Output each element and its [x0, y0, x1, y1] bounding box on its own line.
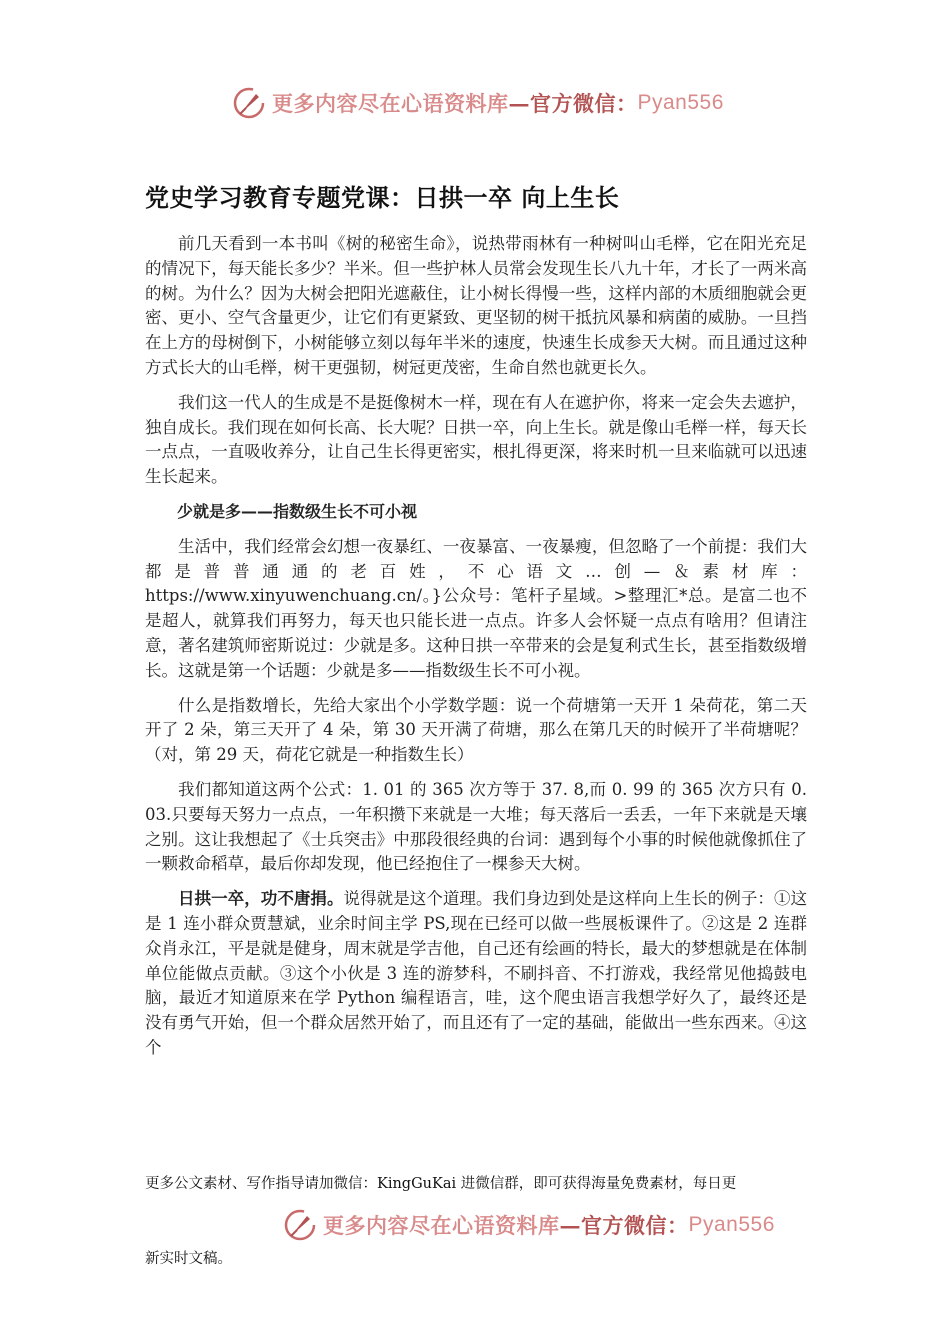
document-body: [145, 232, 807, 1071]
watermark-brand: 更多内容尽在心语资料库: [272, 91, 509, 116]
paragraph: 我们都知道这两个公式：1. 01 的 365 次方等于 37. 8,而 0. 99 的 365 次方只有 0. 03.只要每天努力一点点，一年积攒下来就是一大堆；每天落后一丢丢，一年下来就是天壤之别。这让我想起了《士兵突击》中那段很经典的台词：遇到每个小事的时候他就像抓住了一颗救命稻草，最后你却发现，他已经抱住了一棵参天大树。: [145, 779, 807, 874]
paragraph-text: 说得就是这个道理。我们身边到处是这样向上生长的例子：①这是 1 连小群众贾慧斌，业余时间主学 PS,现在已经可以做一些展板课件了。②这是 2 连群众肖永江，平是就是健身，周末就是学吉他，自己还有绘画的特长，最大的梦想就是在体制单位能做点贡献。③这个小伙是 3 连的游梦科，不刷抖音、不打游戏，我经常见他捣鼓电脑，最近才知道原来在学 Python 编程语言，哇，这个爬虫语言我想学好久了，最终还是没有勇气开始，但一个群众居然开始了，而且还有了一定的基础，能做出一些东西来。④这个: [145, 889, 808, 1057]
document-title: 党史学习教育专题党课：日拱一卒 向上生长: [145, 184, 620, 212]
watermark-wechat-id: Pyan556: [688, 1213, 775, 1236]
section-subheading: 少就是多——指数级生长不可小视: [177, 501, 418, 521]
paragraph: 前几天看到一本书叫《树的秘密生命》，说热带雨林有一种树叫山毛榉，它在阳光充足的情况下，每天能长多少？半米。但一些护林人员常会发现生长八九十年，才长了一两米高的树。为什么？因为大树会把阳光遮蔽住，让小树长得慢一些，这样内部的木质细胞就会更密、更小、空气含量更少，让它们有更紧致、更坚韧的树干抵抗风暴和病菌的威胁。一旦挡在上方的母树倒下，小树能够立刻以每年半米的速度，快速生长成参天大树。而且通过这种方式长大的山毛榉，树干更强韧，树冠更茂密，生命自然也就更长久。: [145, 234, 807, 377]
footer-note-continued: 新实时文稿。: [145, 1251, 232, 1267]
watermark-label: —官方微信：: [559, 1213, 689, 1238]
watermark-bottom: [283, 1208, 775, 1242]
quill-logo-icon: [283, 1208, 317, 1242]
paragraph: [145, 887, 807, 1061]
paragraph: 什么是指数增长，先给大家出个小学数学题：说一个荷塘第一天开 1 朵荷花，第二天开了 2 朵，第三天开了 4 朵，第 30 天开满了荷塘，那么在第几天的时候开了半荷塘呢？（对，第 29 天，荷花它就是一种指数生长）: [145, 695, 807, 765]
watermark-top: [232, 86, 724, 120]
watermark-wechat-id: Pyan556: [637, 91, 724, 114]
watermark-brand: 更多内容尽在心语资料库: [323, 1213, 560, 1238]
paragraph: 我们这一代人的生成是不是挺像树木一样，现在有人在遮护你，将来一定会失去遮护，独自成长。我们现在如何长高、长大呢？日拱一卒，向上生长。就是像山毛榉一样，每天长一点点，一直吸收养分，让自己生长得更密实，根扎得更深，将来时机一旦来临就可以迅速生长起来。: [145, 392, 807, 487]
paragraph: 生活中，我们经常会幻想一夜暴红、一夜暴富、一夜暴瘦，但忽略了一个前提：我们大都是普普通通的老百姓，不心语文…创—＆素材库：https://www.xinyuwenchuang.cn/。}公众号：笔杆子星域。>整理汇*总。是富二也不是超人，就算我们再努力，每天也只能长进一点点。许多人会怀疑一点点有啥用？但请注意，著名建筑师密斯说过：少就是多。这种日拱一卒带来的会是复利式生长，甚至指数级增长。这就是第一个话题：少就是多——指数级生长不可小视。: [145, 536, 808, 680]
watermark-label: —官方微信：: [508, 91, 638, 116]
footer-note: 更多公文素材、写作指导请加微信：KingGuKai 进微信群，即可获得海量免费素材，每日更: [145, 1176, 737, 1192]
bold-lead: 日拱一卒，功不唐捐。: [178, 889, 344, 909]
quill-logo-icon: [232, 86, 266, 120]
